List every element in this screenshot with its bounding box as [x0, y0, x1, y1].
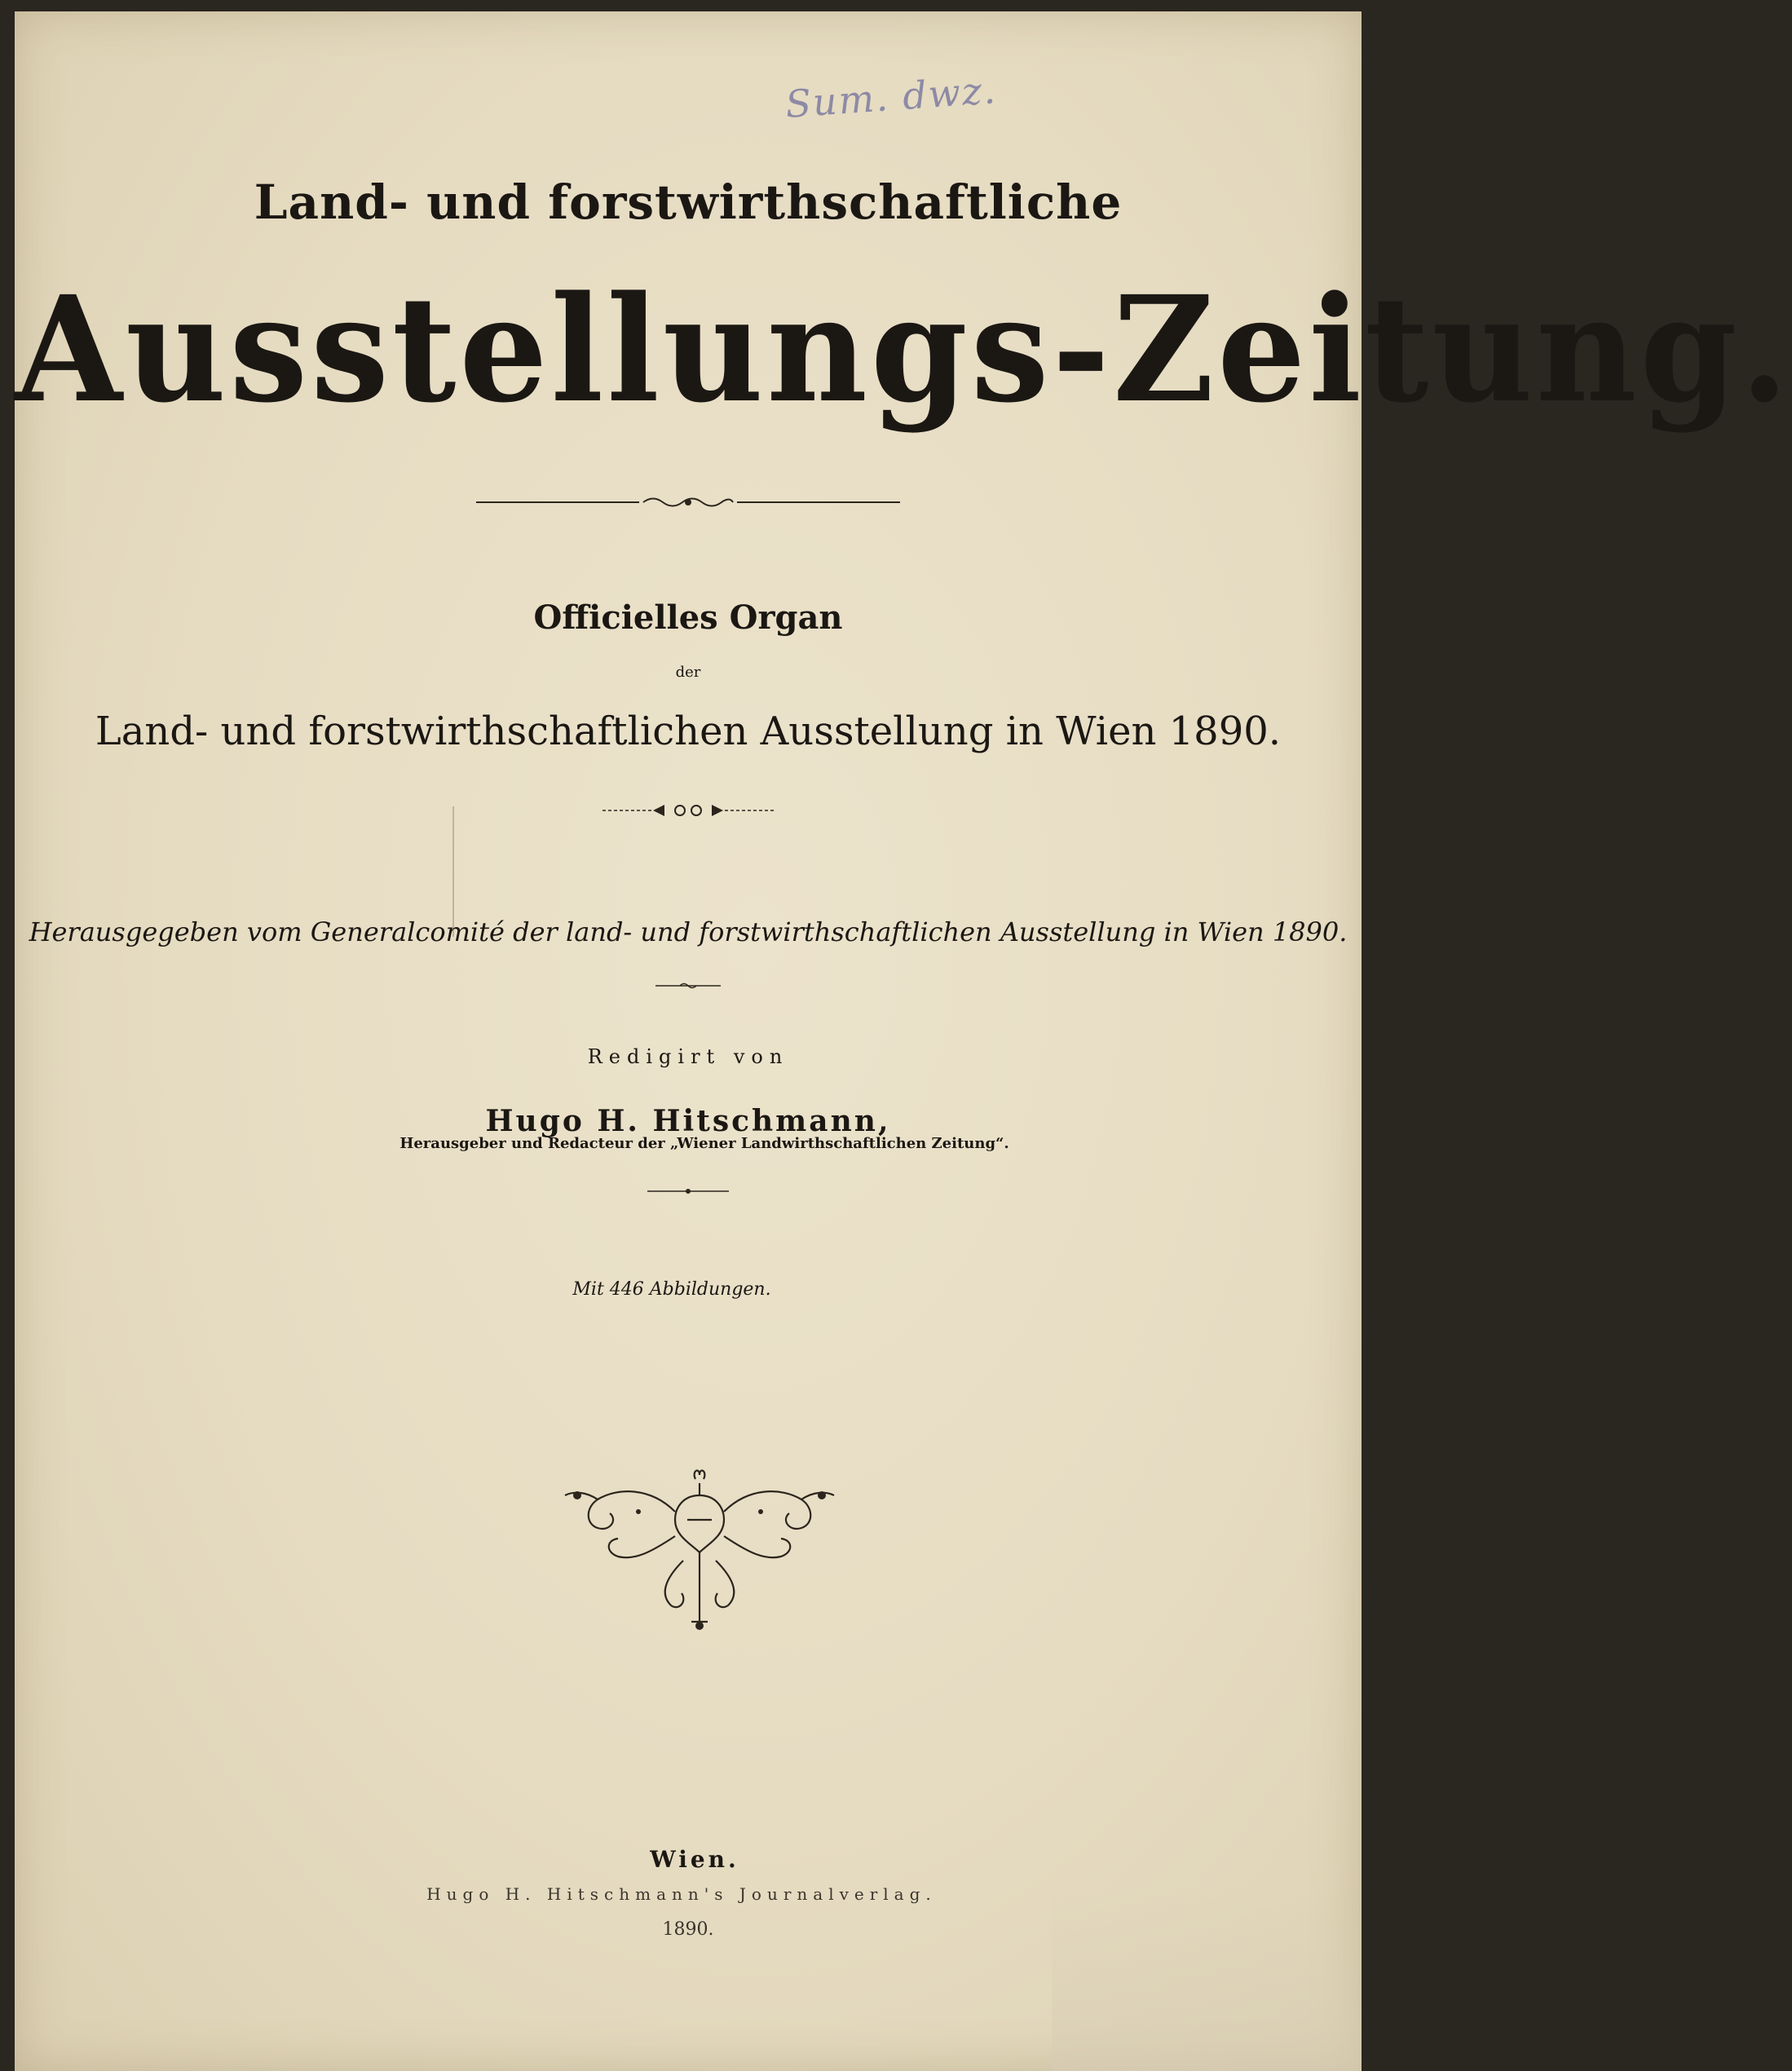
page-corner-wear: [1052, 1887, 1362, 2071]
imprint-year: 1890.: [662, 1919, 714, 1940]
title-page: [15, 11, 1792, 2071]
ornamental-rule-3: [15, 980, 1362, 991]
ornamental-rule-2: [15, 801, 1362, 820]
ornamental-rule-4: [15, 1186, 1362, 1197]
imprint-city: Wien.: [650, 1846, 739, 1873]
organ-der: der: [675, 664, 701, 681]
imprint-publisher: Hugo H. Hitschmann's Journalverlag.: [426, 1884, 937, 1904]
ornamental-rule-1: [15, 492, 1362, 512]
handwritten-note: Sum. dwz.: [783, 68, 999, 126]
title-top-line: Land- und forstwirthschaftliche: [254, 174, 1123, 230]
organ-heading: Officielles Organ: [533, 598, 843, 637]
editor-name: Hugo H. Hitschmann,: [485, 1104, 891, 1138]
illustrations-count: Mit 446 Abbildungen.: [572, 1279, 771, 1300]
publisher-statement: Herausgegeben vom Generalcomité der land- und forstwirthschaftlichen Ausstellung in Wien 1890.: [29, 916, 1348, 947]
main-title: Ausstellungs-Zeitung.: [15, 264, 1792, 435]
organ-exhibition-line: Land- und forstwirthschaftlichen Ausstellung in Wien 1890.: [95, 709, 1282, 754]
floral-urn-vignette: [561, 1463, 838, 1634]
editor-role: Herausgeber und Redacteur der „Wiener Landwirthschaftlichen Zeitung“.: [399, 1135, 1009, 1152]
editor-label: Redigirt von: [587, 1045, 789, 1068]
